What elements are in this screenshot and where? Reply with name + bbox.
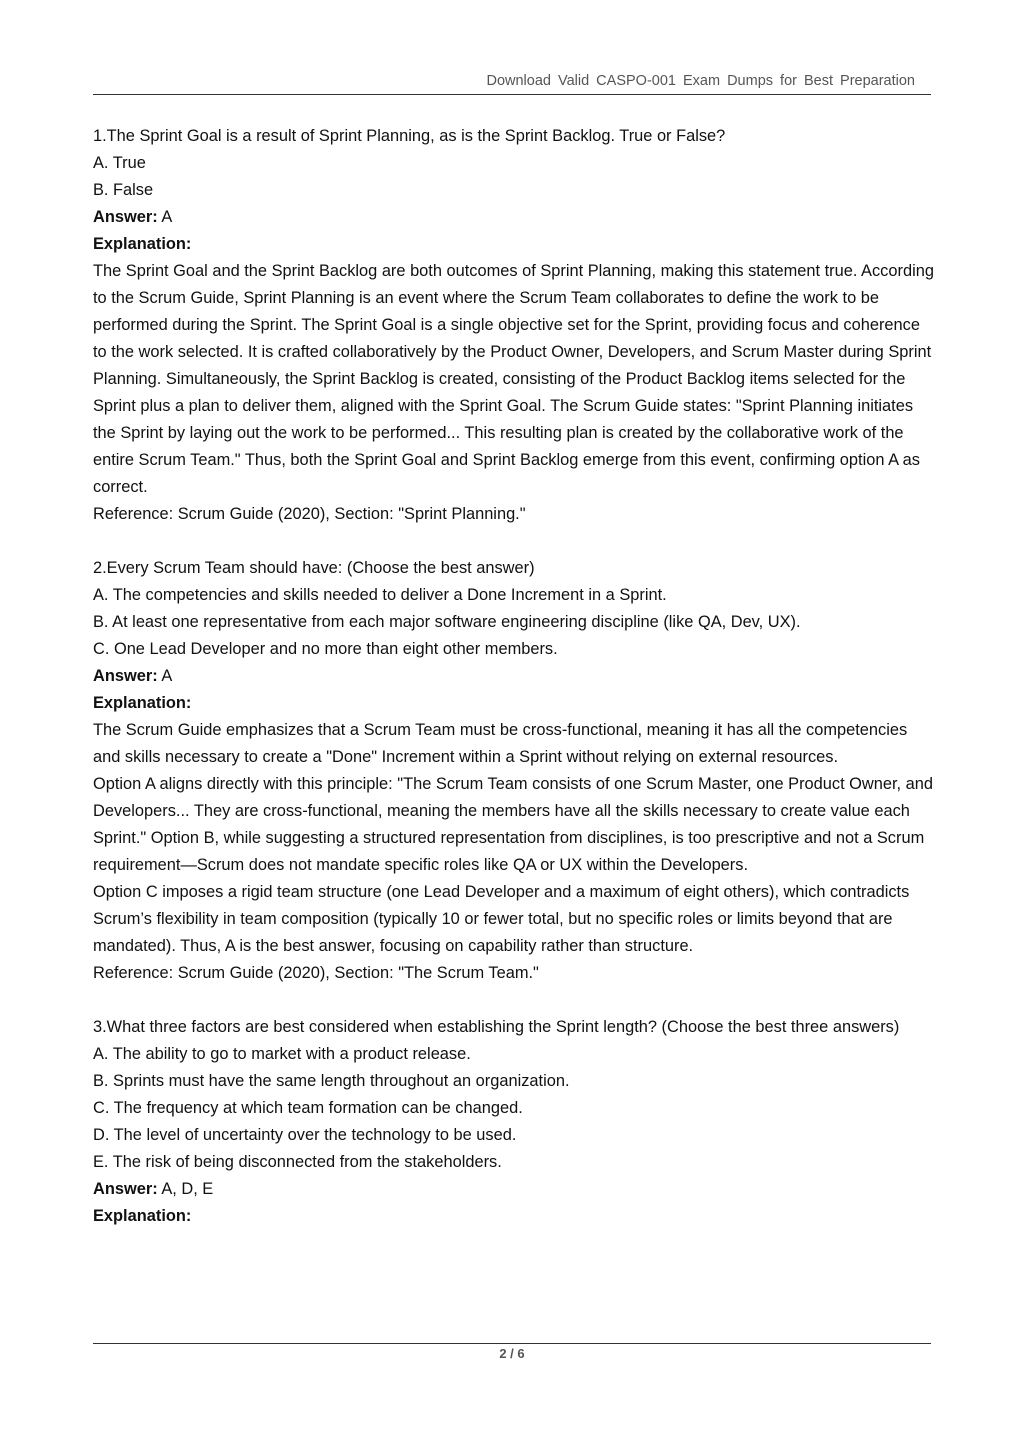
answer-line — [93, 1176, 935, 1203]
option: B. At least one representative from each major software engineering discipline (like QA, Dev, UX). — [93, 613, 801, 631]
option: B. False — [93, 181, 154, 199]
option: E. The risk of being disconnected from the stakeholders. — [93, 1153, 502, 1171]
option: A. The competencies and skills needed to deliver a Done Increment in a Sprint. — [93, 586, 667, 604]
option: B. Sprints must have the same length throughout an organization. — [93, 1072, 570, 1090]
option: C. The frequency at which team formation can be changed. — [93, 1099, 523, 1117]
option: C. One Lead Developer and no more than eight other members. — [93, 640, 558, 658]
question-text: 2.Every Scrum Team should have: (Choose the best answer) — [93, 559, 535, 577]
question-text: 3.What three factors are best considered when establishing the Sprint length? (Choose the best three answers) — [93, 1018, 900, 1036]
answer-label: Answer: — [93, 1180, 158, 1198]
explanation-paragraph: The Scrum Guide emphasizes that a Scrum Team must be cross-functional, meaning it has all the competencies and skills necessary to create a "Done" Increment within a Sprint without relying on external resources. — [93, 721, 908, 766]
explanation-label: Explanation: — [93, 235, 192, 253]
explanation-paragraph: Option C imposes a rigid team structure (one Lead Developer and a maximum of eight others), which contradicts Scrum’s flexibility in team composition (typically 10 or fewer total, but no specific roles or limits beyond that are mandated). Thus, A is the best answer, focusing on capability rather than structure. — [93, 883, 910, 955]
footer-divider — [93, 1343, 931, 1344]
option: A. True — [93, 154, 146, 172]
reference-line: Reference: Scrum Guide (2020), Section: "The Scrum Team." — [93, 964, 539, 982]
explanation-paragraph: The Sprint Goal and the Sprint Backlog are both outcomes of Sprint Planning, making this statement true. According to the Scrum Guide, Sprint Planning is an event where the Scrum Team collaborates to define the work to be performed during the Sprint. The Sprint Goal is a single objective set for the Sprint, providing focus and coherence to the work selected. It is crafted collaboratively by the Product Owner, Developers, and Scrum Master during Sprint Planning. Simultaneously, the Sprint Backlog is created, consisting of the Product Backlog items selected for the Sprint plus a plan to deliver them, aligned with the Sprint Goal. The Scrum Guide states: "Sprint Planning initiates the Sprint by laying out the work to be performed... This resulting plan is created by the collaborative work of the entire Scrum Team." Thus, both the Sprint Goal and Sprint Backlog emerge from this event, confirming option A as correct. — [93, 262, 934, 496]
page-number: 2 / 6 — [499, 1346, 525, 1361]
explanation-label: Explanation: — [93, 1207, 192, 1225]
answer-value: A — [157, 667, 173, 685]
option: D. The level of uncertainty over the technology to be used. — [93, 1126, 517, 1144]
answer-line — [93, 204, 935, 231]
reference-line: Reference: Scrum Guide (2020), Section: "Sprint Planning." — [93, 505, 526, 523]
header-divider — [93, 94, 931, 95]
answer-label: Answer: — [93, 208, 158, 226]
explanation-label: Explanation: — [93, 694, 192, 712]
answer-value: A — [157, 208, 173, 226]
option: A. The ability to go to market with a product release. — [93, 1045, 471, 1063]
answer-value: A, D, E — [157, 1180, 214, 1198]
explanation-paragraph: Option A aligns directly with this principle: "The Scrum Team consists of one Scrum Master, one Product Owner, and Developers... They are cross-functional, meaning the members have all the skills necessary to create value each Sprint." Option B, while suggesting a structured representation from disciplines, is too prescriptive and not a Scrum requirement—Scrum does not mandate specific roles like QA or UX within the Developers. — [93, 775, 934, 874]
answer-label: Answer: — [93, 667, 158, 685]
answer-line — [93, 663, 935, 690]
page-header-text: Download Valid CASPO-001 Exam Dumps for Best Preparation — [486, 73, 915, 89]
question-text: 1.The Sprint Goal is a result of Sprint Planning, as is the Sprint Backlog. True or False? — [93, 127, 726, 145]
page-content — [93, 123, 935, 1230]
